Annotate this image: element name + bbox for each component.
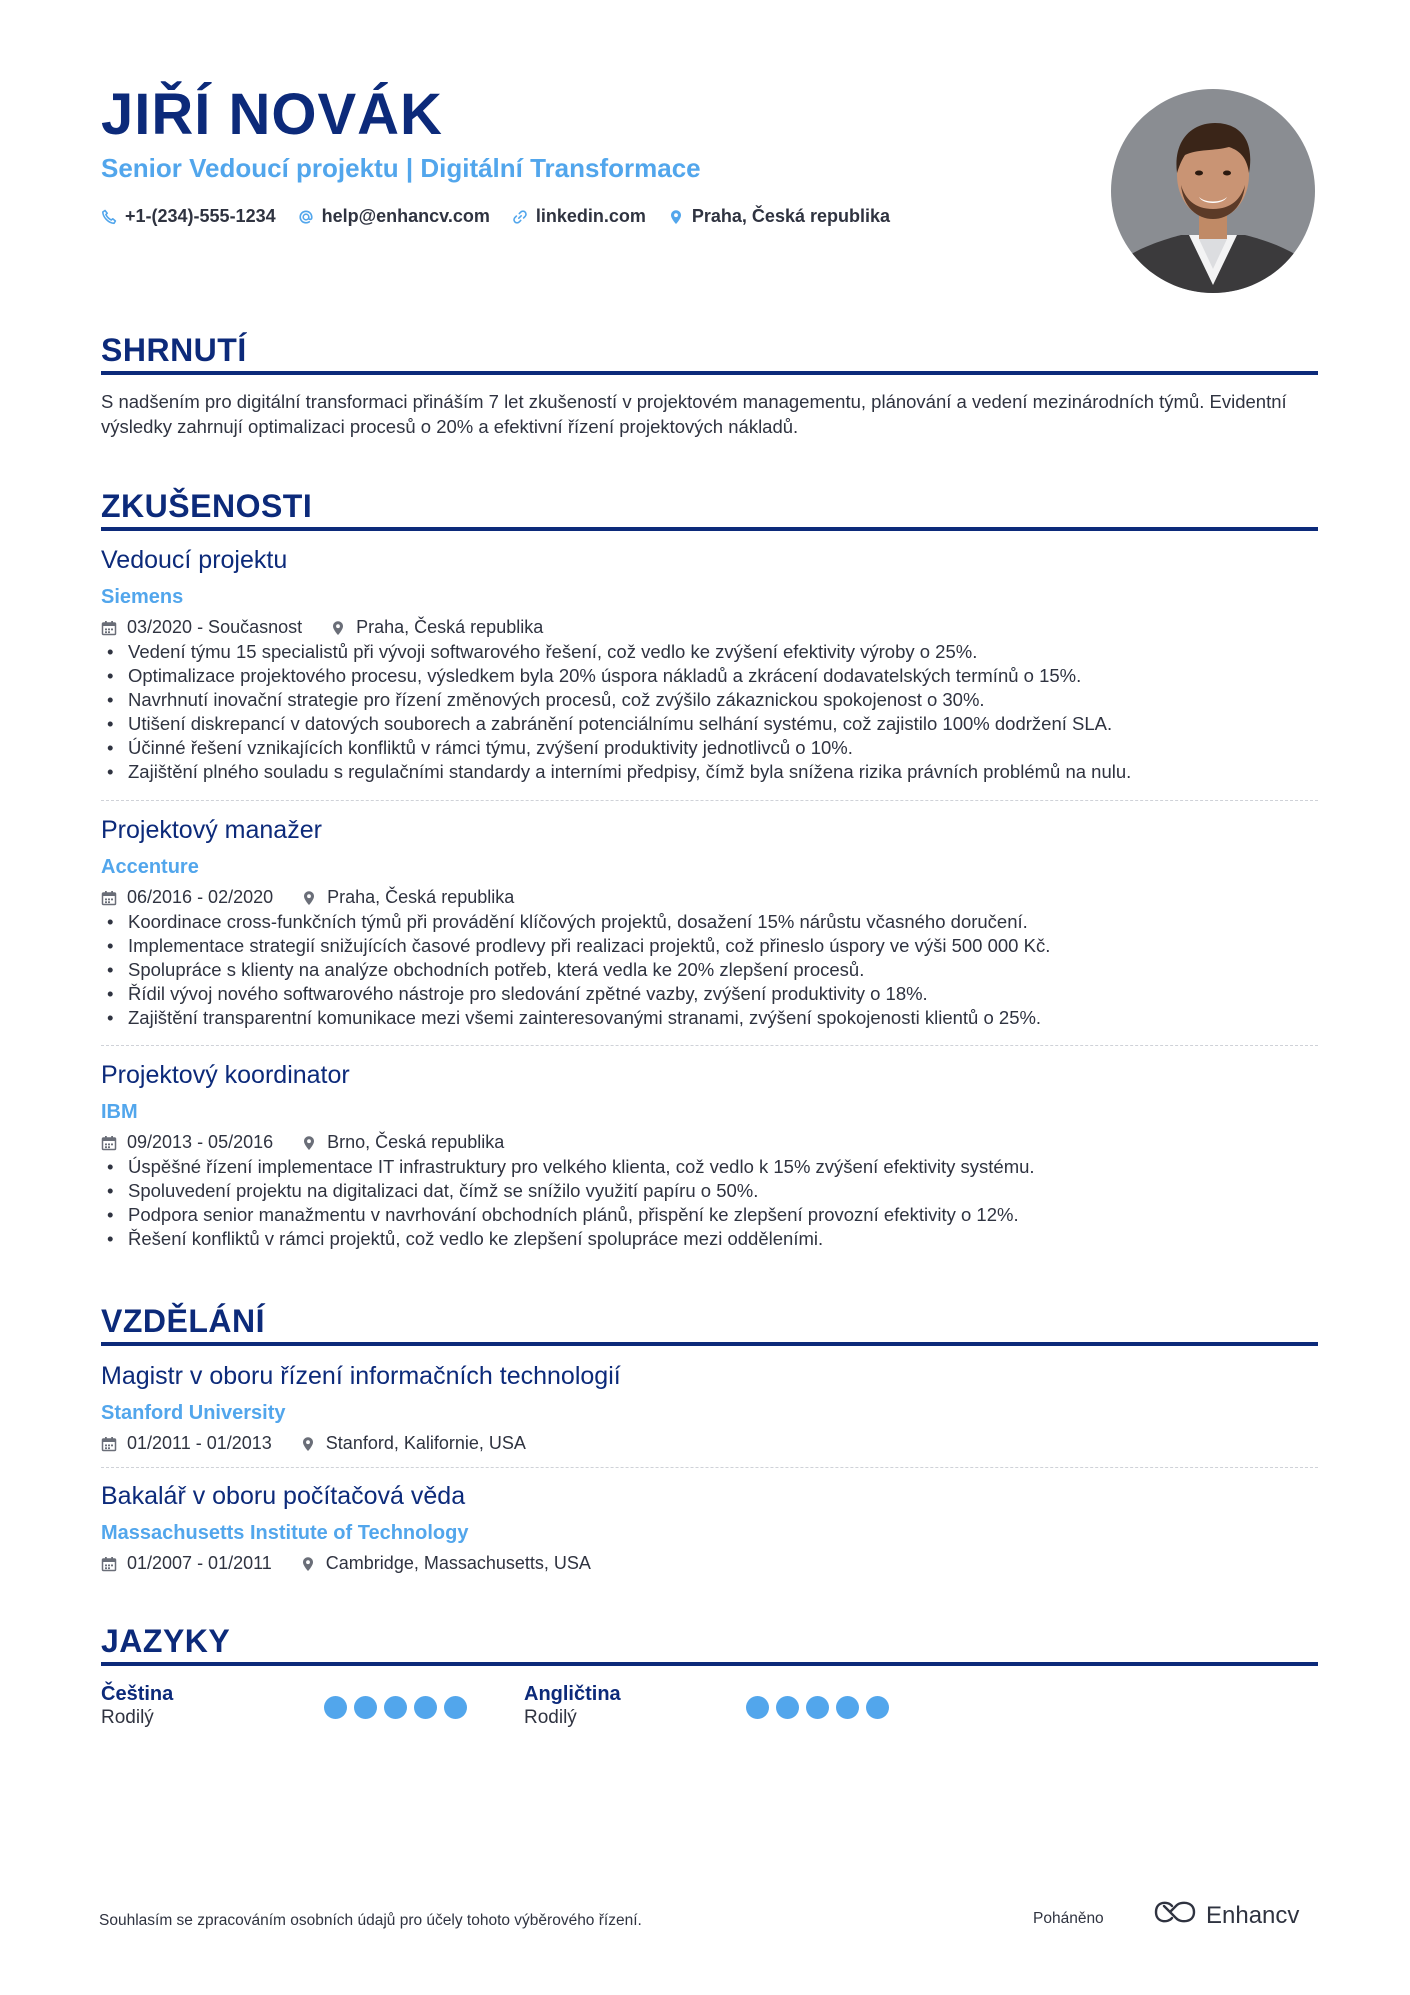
language-name: Angličtina bbox=[524, 1683, 621, 1705]
company-name: Siemens bbox=[101, 586, 184, 608]
location-pin-icon bbox=[300, 1436, 316, 1452]
bullet-item: • Podpora senior manažmentu v navrhování obchodních plánů, přispění ke zlepšení provozní efektivity o 12%. bbox=[101, 1203, 1318, 1227]
calendar-icon bbox=[101, 1135, 117, 1151]
section-rule bbox=[101, 527, 1318, 531]
contact-location bbox=[668, 206, 890, 227]
location-pin-icon bbox=[330, 620, 346, 636]
education-location: Cambridge, Massachusetts, USA bbox=[325, 1553, 591, 1573]
rating-dot bbox=[866, 1696, 889, 1719]
bullet-item: • Spoluvedení projektu na digitalizaci dat, čímž se snížilo využití papíru o 50%. bbox=[101, 1179, 1318, 1203]
company-name: Accenture bbox=[101, 856, 199, 878]
language-level: Rodilý bbox=[524, 1707, 577, 1728]
bullet-item: • Optimalizace projektového procesu, výsledkem byla 20% úspora nákladů a zkrácení dodavatelských termínů o 15%. bbox=[101, 664, 1318, 688]
language-rating bbox=[746, 1696, 889, 1719]
profile-photo bbox=[1111, 89, 1315, 293]
job-title: Projektový manažer bbox=[101, 816, 322, 844]
summary-text: S nadšením pro digitální transformaci přináším 7 let zkušeností v projektovém managementu, plánování a vedení mezinárodních týmů. Evidentní výsledky zahrnují optimalizaci procesů o 20% a efektivní řízení projektových nákladů. bbox=[101, 391, 1287, 437]
calendar-icon bbox=[101, 620, 117, 636]
contact-linkedin[interactable] bbox=[512, 206, 646, 227]
section-rule bbox=[101, 371, 1318, 375]
job-title: Projektový koordinator bbox=[101, 1061, 350, 1089]
powered-by-label: Poháněno bbox=[1033, 1910, 1104, 1927]
enhancv-logo-icon bbox=[1152, 1900, 1198, 1931]
bullet-item: • Zajištění transparentní komunikace mezi všemi zainteresovanými stranami, zvýšení spokojenosti klientů o 25%. bbox=[101, 1006, 1318, 1030]
section-title-languages: JAZYKY bbox=[101, 1623, 231, 1659]
rating-dot bbox=[776, 1696, 799, 1719]
at-icon bbox=[298, 209, 314, 225]
rating-dot bbox=[444, 1696, 467, 1719]
linkedin-text: linkedin.com bbox=[535, 206, 646, 226]
entry-divider bbox=[101, 1467, 1318, 1468]
education-meta bbox=[101, 1433, 526, 1454]
email-text: help@enhancv.com bbox=[321, 206, 490, 226]
job-title: Vedoucí projektu bbox=[101, 546, 288, 574]
job-bullets bbox=[101, 1155, 1318, 1251]
rating-dot bbox=[746, 1696, 769, 1719]
bullet-item: • Úspěšné řízení implementace IT infrastruktury pro velkého klienta, což vedlo k 15% zvýšení efektivity systému. bbox=[101, 1155, 1318, 1179]
rating-dot bbox=[324, 1696, 347, 1719]
section-rule bbox=[101, 1342, 1318, 1346]
job-location: Praha, Česká republika bbox=[356, 617, 544, 637]
bullet-item: • Navrhnutí inovační strategie pro řízení změnových procesů, což zvýšilo zákaznickou spokojenost o 30%. bbox=[101, 688, 1318, 712]
section-title-experience: ZKUŠENOSTI bbox=[101, 488, 313, 524]
bullet-item: • Utišení diskrepancí v datových souborech a zabránění potenciálnímu selhání systému, což zajistilo 100% dodržení SLA. bbox=[101, 712, 1318, 736]
contact-bar bbox=[101, 206, 890, 227]
location-pin-icon bbox=[668, 209, 684, 225]
bullet-item: • Koordinace cross-funkčních týmů při provádění klíčových projektů, dosažení 15% nárůstu včasného doručení. bbox=[101, 910, 1318, 934]
contact-email[interactable] bbox=[298, 206, 490, 227]
bullet-item: • Zajištění plného souladu s regulačními standardy a interními předpisy, čímž byla snížena rizika právních problémů na nulu. bbox=[101, 760, 1318, 784]
phone-text: +1-(234)-555-1234 bbox=[125, 206, 276, 226]
rating-dot bbox=[354, 1696, 377, 1719]
language-rating bbox=[324, 1696, 467, 1719]
job-dates: 09/2013 - 05/2016 bbox=[127, 1132, 274, 1152]
job-dates: 03/2020 - Současnost bbox=[127, 617, 303, 637]
education-meta bbox=[101, 1553, 591, 1574]
phone-icon bbox=[101, 209, 117, 225]
rating-dot bbox=[806, 1696, 829, 1719]
job-meta bbox=[101, 617, 543, 638]
rating-dot bbox=[414, 1696, 437, 1719]
candidate-name: JIŘÍ NOVÁK bbox=[101, 82, 443, 147]
candidate-title: Senior Vedoucí projektu | Digitální Transformace bbox=[101, 153, 701, 183]
bullet-item: • Řešení konfliktů v rámci projektů, což vedlo ke zlepšení spolupráce mezi odděleními. bbox=[101, 1227, 1318, 1251]
job-dates: 06/2016 - 02/2020 bbox=[127, 887, 274, 907]
job-location: Brno, Česká republika bbox=[327, 1132, 505, 1152]
link-icon bbox=[512, 209, 528, 225]
degree-title: Bakalář v oboru počítačová věda bbox=[101, 1482, 466, 1510]
section-title-summary: SHRNUTÍ bbox=[101, 332, 247, 368]
contact-phone[interactable] bbox=[101, 206, 276, 227]
rating-dot bbox=[836, 1696, 859, 1719]
school-name: Stanford University bbox=[101, 1402, 286, 1424]
education-dates: 01/2007 - 01/2011 bbox=[127, 1553, 272, 1573]
education-dates: 01/2011 - 01/2013 bbox=[127, 1433, 272, 1453]
consent-note: Souhlasím se zpracováním osobních údajů pro účely tohoto výběrového řízení. bbox=[99, 1912, 642, 1929]
job-meta bbox=[101, 887, 514, 908]
school-name: Massachusetts Institute of Technology bbox=[101, 1522, 469, 1544]
bullet-item: • Spolupráce s klienty na analýze obchodních potřeb, která vedla ke 20% zlepšení procesů. bbox=[101, 958, 1318, 982]
location-pin-icon bbox=[301, 1135, 317, 1151]
calendar-icon bbox=[101, 1556, 117, 1572]
section-title-education: VZDĚLÁNÍ bbox=[101, 1303, 265, 1339]
bullet-item: • Vedení týmu 15 specialistů při vývoji softwarového řešení, což vedlo ke zvýšení efektivity výroby o 25%. bbox=[101, 640, 1318, 664]
enhancv-logo[interactable] bbox=[1152, 1900, 1299, 1931]
calendar-icon bbox=[101, 1436, 117, 1452]
bullet-item: • Účinné řešení vznikajících konfliktů v rámci týmu, zvýšení produktivity jednotlivců o 10%. bbox=[101, 736, 1318, 760]
entry-divider bbox=[101, 1045, 1318, 1046]
location-pin-icon bbox=[300, 1556, 316, 1572]
education-location: Stanford, Kalifornie, USA bbox=[325, 1433, 526, 1453]
degree-title: Magistr v oboru řízení informačních technologií bbox=[101, 1362, 621, 1390]
bullet-item: • Řídil vývoj nového softwarového nástroje pro sledování zpětné vazby, zvýšení produktivity o 18%. bbox=[101, 982, 1318, 1006]
enhancv-logo-text: Enhancv bbox=[1206, 1901, 1300, 1929]
bullet-item: • Implementace strategií snižujících časové prodlevy při realizaci projektů, což přineslo úspory ve výši 500 000 Kč. bbox=[101, 934, 1318, 958]
job-bullets bbox=[101, 910, 1318, 1030]
location-pin-icon bbox=[301, 890, 317, 906]
calendar-icon bbox=[101, 890, 117, 906]
language-level: Rodilý bbox=[101, 1707, 154, 1728]
rating-dot bbox=[384, 1696, 407, 1719]
company-name: IBM bbox=[101, 1101, 138, 1123]
job-meta bbox=[101, 1132, 504, 1153]
entry-divider bbox=[101, 800, 1318, 801]
language-name: Čeština bbox=[101, 1683, 174, 1705]
section-rule bbox=[101, 1662, 1318, 1666]
job-bullets bbox=[101, 640, 1318, 784]
location-text: Praha, Česká republika bbox=[691, 206, 891, 226]
job-location: Praha, Česká republika bbox=[327, 887, 515, 907]
